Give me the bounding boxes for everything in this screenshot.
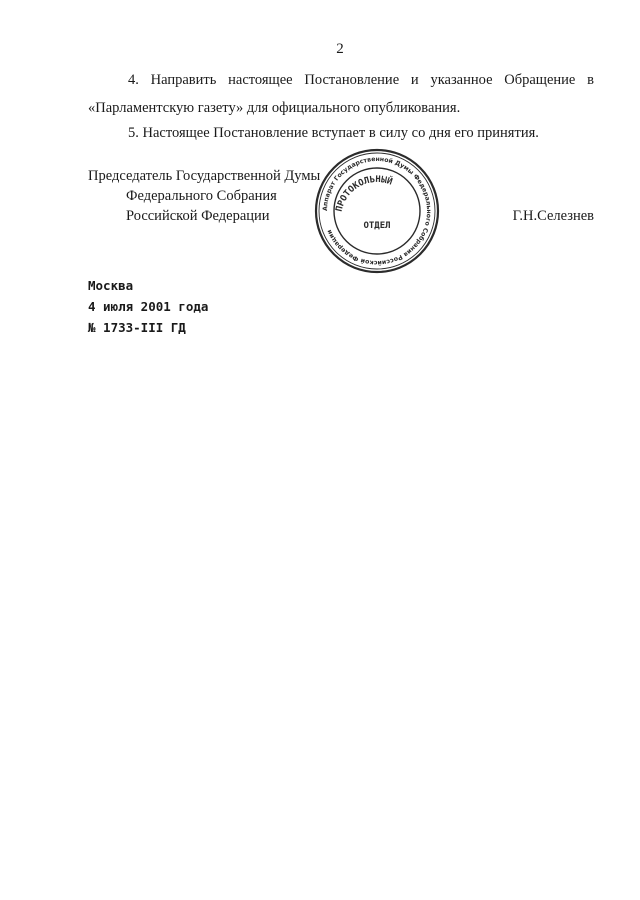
official-seal xyxy=(314,148,440,274)
signatory-title-line-3: Российской Федерации xyxy=(126,208,270,224)
seal-outer-text: Аппарат Государственной Думы Федерального Собрания Российской Федерации xyxy=(321,155,433,267)
seal-outer-ring-2 xyxy=(319,153,435,269)
seal-center-text: ОТДЕЛ xyxy=(363,221,391,231)
paragraph-4-line-2: «Парламентскую газету» для официального опубликования. xyxy=(88,100,461,116)
signatory-title-line-1: Председатель Государственной Думы xyxy=(88,168,321,184)
signatory-title-line-2: Федерального Собрания xyxy=(126,188,277,204)
page-number: 2 xyxy=(336,41,344,57)
paragraph-4-line-1: 4. Направить настоящее Постановление и указанное Обращение в xyxy=(128,72,594,88)
seal-center-arc-text: ПРОТОКОЛЬНЫЙ xyxy=(334,174,394,213)
signature-block xyxy=(88,166,320,226)
paragraph-5: 5. Настоящее Постановление вступает в силу со дня его принятия. xyxy=(128,125,539,141)
footer-city: Москва xyxy=(88,278,134,293)
footer-date: 4 июля 2001 года xyxy=(88,299,209,314)
footer-document-number: № 1733-III ГД xyxy=(88,320,186,335)
paragraph-4 xyxy=(88,70,594,118)
footer-block xyxy=(88,275,208,338)
signatory-name: Г.Н.Селезнев xyxy=(512,208,594,224)
